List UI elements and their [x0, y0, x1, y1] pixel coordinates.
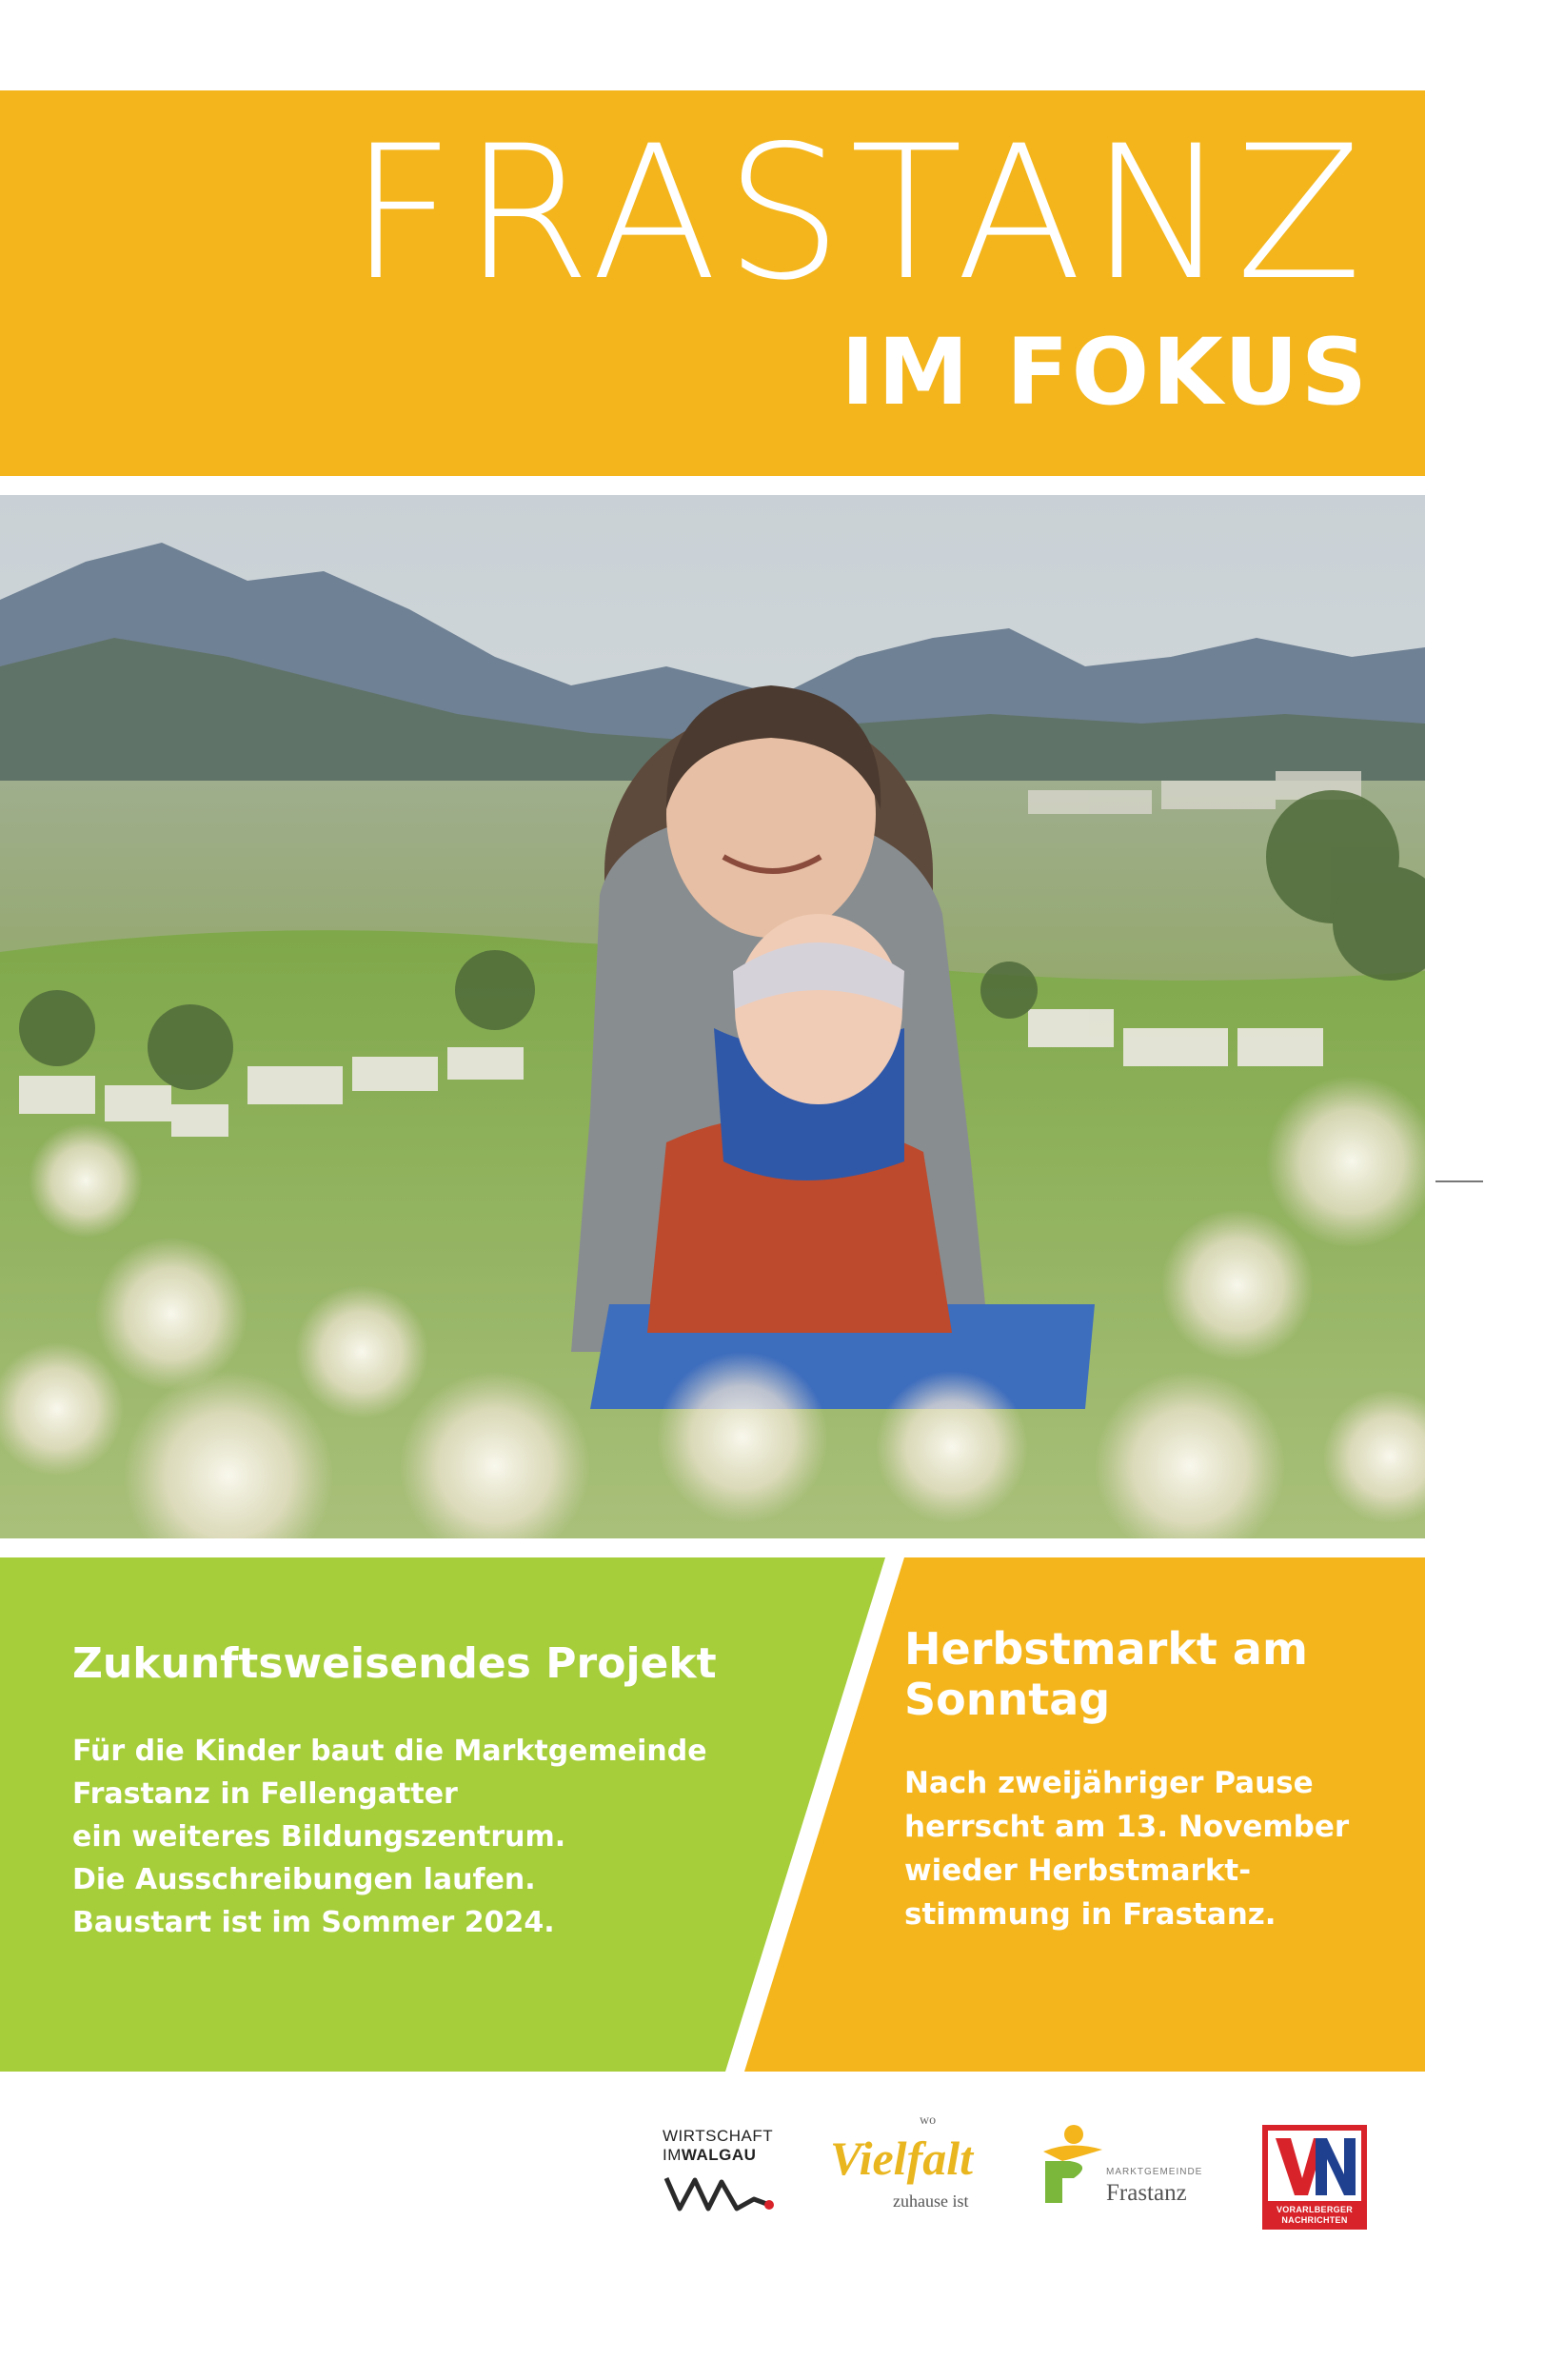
wiw-line1: WIRTSCHAFT	[663, 2127, 774, 2145]
vielfalt-main: Vielfalt	[830, 2132, 973, 2185]
marktgemeinde-frastanz-logo	[1036, 2123, 1207, 2209]
margin-rule	[1435, 1180, 1483, 1182]
cover-photo	[0, 495, 1425, 1538]
wirtschaft-im-walgau-logo	[663, 2127, 786, 2223]
project-panel	[72, 1639, 777, 1944]
frastanz-small: MARKTGEMEINDE	[1106, 2167, 1203, 2177]
vielfalt-logo	[828, 2113, 1019, 2218]
vielfalt-wo: wo	[920, 2113, 937, 2128]
frastanz-figure-icon	[1036, 2123, 1104, 2205]
info-panels	[0, 1557, 1425, 2072]
vielfalt-sub: zuhause ist	[893, 2192, 969, 2211]
vn-logo	[1262, 2125, 1367, 2230]
header-banner	[0, 90, 1425, 476]
project-heading: Zukunftsweisendes Projekt	[72, 1639, 717, 1688]
photo-illustration	[0, 495, 1425, 1538]
page-title: FRASTANZ	[348, 106, 1370, 321]
vn-letters-icon	[1262, 2125, 1367, 2205]
vn-caption: VORARLBERGER NACHRICHTEN	[1276, 2205, 1354, 2225]
market-heading: Herbstmarkt am Sonntag	[904, 1623, 1308, 1725]
sponsor-logos	[0, 2094, 1544, 2285]
wiw-line2: IMWALGAU	[663, 2146, 757, 2164]
market-panel	[904, 1624, 1399, 1936]
project-body: Für die Kinder baut die Marktgemeinde Frastanz in Fellengatter ein weiteres Bildungszentrum. Die Ausschreibungen laufen. Baustart ist im Sommer 2024.	[72, 1734, 707, 1939]
frastanz-name: Frastanz	[1106, 2180, 1187, 2206]
market-body: Nach zweijähriger Pause herrscht am 13. November wieder Herbstmarkt- stimmung in Frastanz.	[904, 1765, 1350, 1932]
page-subtitle: IM FOKUS	[841, 319, 1370, 426]
wiw-wave-icon	[663, 2171, 777, 2218]
